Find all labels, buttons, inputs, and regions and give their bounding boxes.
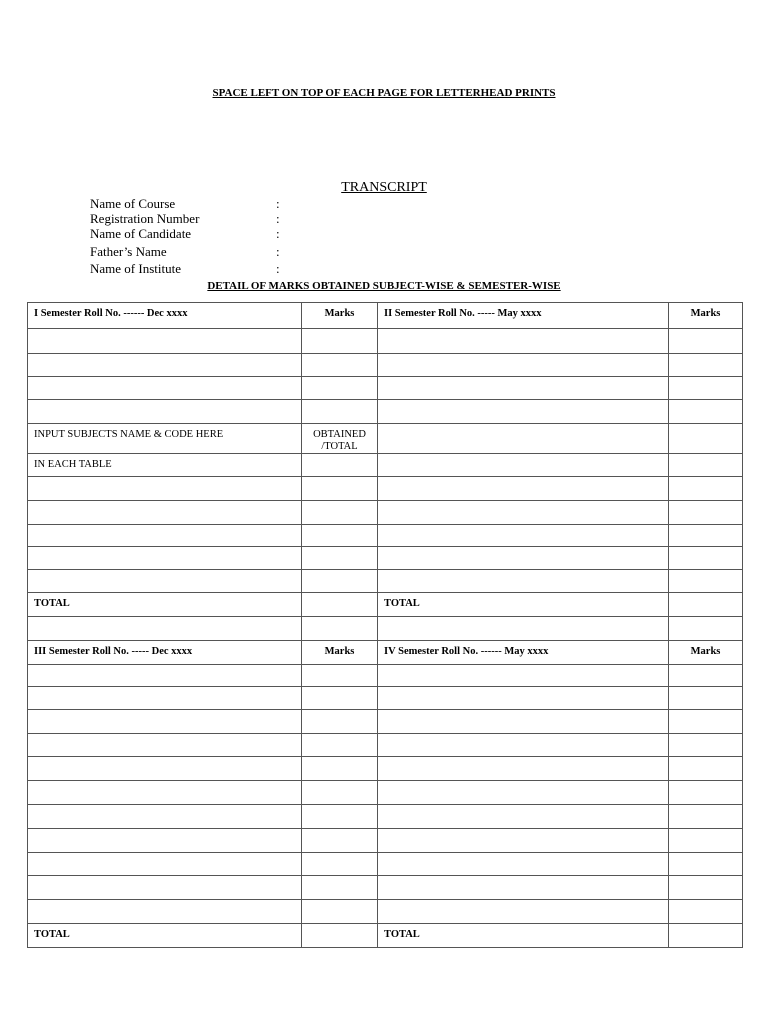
table-row bbox=[28, 454, 743, 477]
marks-cell[interactable] bbox=[669, 734, 743, 757]
field-colon: : bbox=[276, 211, 280, 226]
semester-1-header: I Semester Roll No. ------ Dec xxxx bbox=[28, 303, 302, 329]
marks-cell[interactable] bbox=[669, 900, 743, 924]
subject-cell[interactable] bbox=[378, 547, 669, 570]
total-label: /TOTAL bbox=[321, 441, 358, 452]
subject-cell[interactable] bbox=[28, 757, 302, 781]
table-row bbox=[28, 525, 743, 547]
table-row bbox=[28, 354, 743, 377]
marks-cell[interactable] bbox=[302, 501, 378, 525]
marks-cell[interactable] bbox=[302, 781, 378, 805]
field-label-registration: Registration Number bbox=[90, 211, 200, 226]
marks-header: Marks bbox=[669, 641, 743, 665]
table-row bbox=[28, 424, 743, 454]
subject-cell[interactable] bbox=[28, 687, 302, 710]
marks-cell[interactable] bbox=[302, 757, 378, 781]
subject-cell[interactable] bbox=[378, 665, 669, 687]
obtained-label: OBTAINED bbox=[313, 429, 366, 440]
marks-cell[interactable] bbox=[302, 665, 378, 687]
subject-cell[interactable] bbox=[28, 734, 302, 757]
subject-cell[interactable] bbox=[378, 377, 669, 400]
total-label-left: TOTAL bbox=[28, 593, 302, 617]
subject-cell[interactable] bbox=[28, 377, 302, 400]
marks-cell[interactable] bbox=[302, 400, 378, 424]
marks-cell[interactable] bbox=[302, 853, 378, 876]
field-label-course: Name of Course bbox=[90, 196, 176, 211]
subject-cell[interactable] bbox=[378, 687, 669, 710]
marks-cell[interactable] bbox=[669, 853, 743, 876]
subject-cell[interactable] bbox=[378, 900, 669, 924]
table-row bbox=[28, 900, 743, 924]
obtained-total-cell bbox=[302, 424, 378, 454]
subject-cell[interactable] bbox=[378, 829, 669, 853]
subject-cell[interactable] bbox=[378, 734, 669, 757]
marks-header: Marks bbox=[669, 303, 743, 329]
total-label-right: TOTAL bbox=[378, 924, 669, 948]
subject-cell[interactable] bbox=[378, 710, 669, 734]
total-row bbox=[28, 924, 743, 948]
marks-cell[interactable] bbox=[669, 687, 743, 710]
table-row bbox=[28, 501, 743, 525]
semester-3-header: III Semester Roll No. ----- Dec xxxx bbox=[28, 641, 302, 665]
marks-table bbox=[27, 302, 743, 948]
marks-cell[interactable] bbox=[669, 329, 743, 354]
table-row bbox=[28, 329, 743, 354]
marks-cell[interactable] bbox=[669, 354, 743, 377]
subject-cell[interactable] bbox=[378, 454, 669, 477]
subject-cell[interactable] bbox=[378, 525, 669, 547]
marks-cell[interactable] bbox=[669, 525, 743, 547]
subject-cell[interactable] bbox=[378, 757, 669, 781]
marks-cell[interactable] bbox=[302, 710, 378, 734]
subject-cell[interactable] bbox=[378, 805, 669, 829]
marks-cell[interactable] bbox=[302, 829, 378, 853]
table-row bbox=[28, 829, 743, 853]
subject-cell[interactable] bbox=[378, 570, 669, 593]
table-row bbox=[28, 665, 743, 687]
table-row bbox=[28, 377, 743, 400]
subject-cell[interactable] bbox=[28, 853, 302, 876]
table-row bbox=[28, 617, 743, 641]
table-row bbox=[28, 876, 743, 900]
marks-cell[interactable] bbox=[669, 617, 743, 641]
marks-cell[interactable] bbox=[669, 665, 743, 687]
table-row bbox=[28, 400, 743, 424]
subject-cell[interactable] bbox=[28, 617, 302, 641]
marks-cell[interactable] bbox=[669, 781, 743, 805]
marks-cell[interactable] bbox=[302, 617, 378, 641]
subject-cell[interactable] bbox=[378, 876, 669, 900]
field-colon: : bbox=[276, 226, 280, 241]
total-row bbox=[28, 593, 743, 617]
letterhead-note: SPACE LEFT ON TOP OF EACH PAGE FOR LETTERHEAD PRINTS bbox=[212, 87, 556, 99]
subject-cell[interactable] bbox=[28, 665, 302, 687]
table-row bbox=[28, 710, 743, 734]
subject-cell[interactable] bbox=[378, 400, 669, 424]
semester-header-row bbox=[28, 303, 743, 329]
subject-cell[interactable] bbox=[28, 525, 302, 547]
subject-cell[interactable] bbox=[378, 424, 669, 454]
instruction-cell[interactable]: IN EACH TABLE bbox=[28, 454, 302, 477]
table-row bbox=[28, 734, 743, 757]
subject-cell[interactable] bbox=[28, 501, 302, 525]
total-label-right: TOTAL bbox=[378, 593, 669, 617]
subject-cell[interactable] bbox=[28, 400, 302, 424]
table-row bbox=[28, 687, 743, 710]
marks-cell[interactable] bbox=[302, 876, 378, 900]
marks-cell[interactable] bbox=[669, 424, 743, 454]
total-marks-cell[interactable] bbox=[669, 924, 743, 948]
instruction-cell[interactable]: INPUT SUBJECTS NAME & CODE HERE bbox=[28, 424, 302, 454]
field-label-institute: Name of Institute bbox=[90, 261, 181, 276]
marks-cell[interactable] bbox=[302, 570, 378, 593]
subject-cell[interactable] bbox=[28, 900, 302, 924]
marks-cell[interactable] bbox=[669, 377, 743, 400]
marks-cell[interactable] bbox=[302, 354, 378, 377]
subject-cell[interactable] bbox=[28, 329, 302, 354]
table-row bbox=[28, 853, 743, 876]
marks-cell[interactable] bbox=[302, 525, 378, 547]
semester-4-header: IV Semester Roll No. ------ May xxxx bbox=[378, 641, 669, 665]
marks-cell[interactable] bbox=[302, 477, 378, 501]
total-marks-cell[interactable] bbox=[302, 593, 378, 617]
subject-cell[interactable] bbox=[28, 570, 302, 593]
subject-cell[interactable] bbox=[28, 710, 302, 734]
subject-cell[interactable] bbox=[28, 477, 302, 501]
field-label-father: Father’s Name bbox=[90, 244, 167, 259]
subject-cell[interactable] bbox=[378, 781, 669, 805]
marks-header: Marks bbox=[302, 641, 378, 665]
subject-cell[interactable] bbox=[28, 547, 302, 570]
marks-cell[interactable] bbox=[669, 501, 743, 525]
subject-cell[interactable] bbox=[28, 876, 302, 900]
marks-cell[interactable] bbox=[669, 477, 743, 501]
marks-cell[interactable] bbox=[669, 757, 743, 781]
table-row bbox=[28, 805, 743, 829]
subject-cell[interactable] bbox=[28, 781, 302, 805]
marks-cell[interactable] bbox=[669, 805, 743, 829]
total-marks-cell[interactable] bbox=[302, 924, 378, 948]
semester-2-header: II Semester Roll No. ----- May xxxx bbox=[378, 303, 669, 329]
subject-cell[interactable] bbox=[28, 805, 302, 829]
subject-cell[interactable] bbox=[28, 354, 302, 377]
subject-cell[interactable] bbox=[378, 853, 669, 876]
marks-cell[interactable] bbox=[302, 900, 378, 924]
subject-cell[interactable] bbox=[378, 329, 669, 354]
subject-cell[interactable] bbox=[378, 477, 669, 501]
subject-cell[interactable] bbox=[28, 829, 302, 853]
field-colon: : bbox=[276, 261, 280, 276]
marks-cell[interactable] bbox=[302, 805, 378, 829]
field-label-candidate: Name of Candidate bbox=[90, 226, 192, 241]
field-colon: : bbox=[276, 244, 280, 259]
marks-cell[interactable] bbox=[669, 547, 743, 570]
marks-cell[interactable] bbox=[302, 377, 378, 400]
table-row bbox=[28, 477, 743, 501]
marks-cell[interactable] bbox=[302, 329, 378, 354]
marks-cell[interactable] bbox=[302, 687, 378, 710]
subject-cell[interactable] bbox=[378, 501, 669, 525]
total-marks-cell[interactable] bbox=[669, 593, 743, 617]
table-row bbox=[28, 757, 743, 781]
marks-cell[interactable] bbox=[302, 734, 378, 757]
table-row bbox=[28, 547, 743, 570]
marks-cell[interactable] bbox=[669, 570, 743, 593]
marks-cell[interactable] bbox=[669, 400, 743, 424]
page-title: TRANSCRIPT bbox=[341, 180, 427, 195]
marks-cell[interactable] bbox=[669, 454, 743, 477]
marks-header: Marks bbox=[302, 303, 378, 329]
total-label-left: TOTAL bbox=[28, 924, 302, 948]
marks-cell[interactable] bbox=[669, 710, 743, 734]
field-colon: : bbox=[276, 196, 280, 211]
semester-header-row bbox=[28, 641, 743, 665]
subject-cell[interactable] bbox=[378, 354, 669, 377]
marks-cell[interactable] bbox=[669, 829, 743, 853]
marks-section-heading: DETAIL OF MARKS OBTAINED SUBJECT-WISE & SEMESTER-WISE bbox=[207, 280, 561, 292]
marks-cell[interactable] bbox=[302, 454, 378, 477]
table-row bbox=[28, 570, 743, 593]
subject-cell[interactable] bbox=[378, 617, 669, 641]
marks-cell[interactable] bbox=[302, 547, 378, 570]
table-row bbox=[28, 781, 743, 805]
marks-cell[interactable] bbox=[669, 876, 743, 900]
